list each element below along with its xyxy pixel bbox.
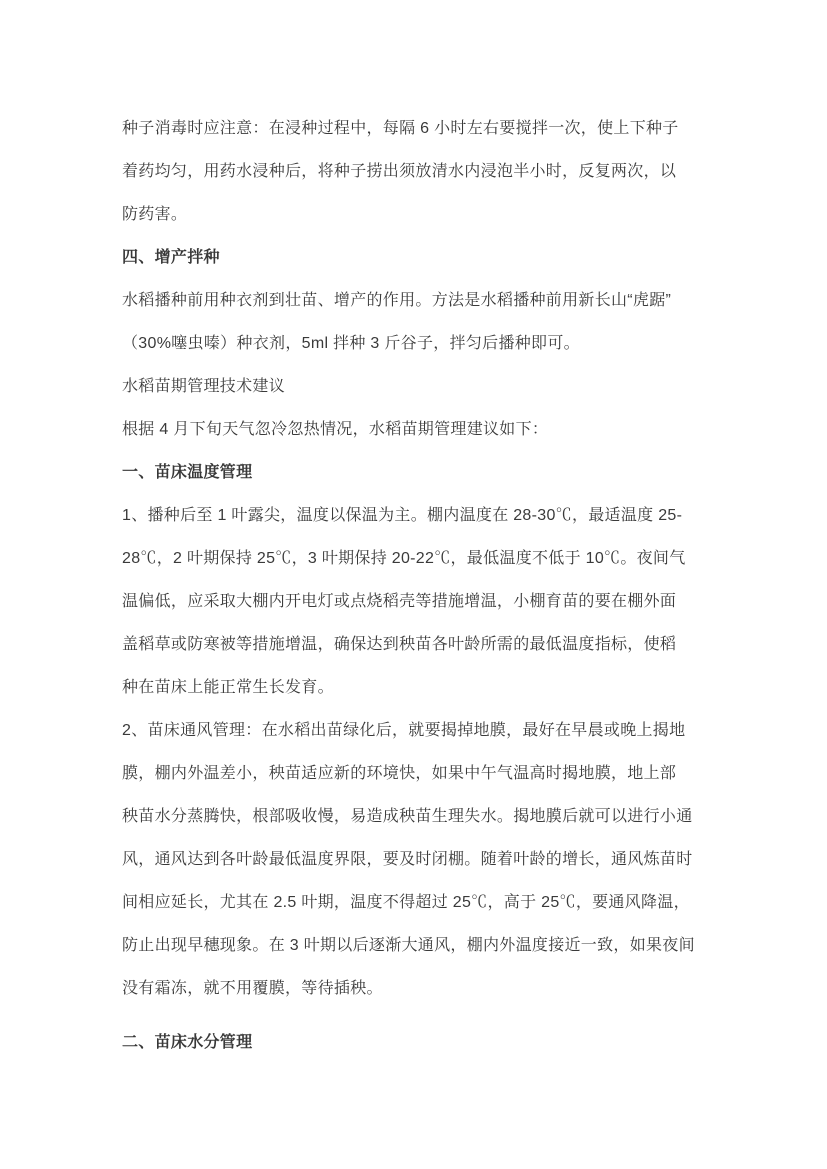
text-line: 着药均匀，用药水浸种后，将种子捞出须放清水内浸泡半小时，反复两次，以 bbox=[122, 163, 677, 180]
text-line: 2、苗床通风管理：在水稻出苗绿化后，就要揭掉地膜，最好在早晨或晚上揭地 bbox=[122, 722, 686, 739]
text-line: 秧苗水分蒸腾快，根部吸收慢，易造成秧苗生理失水。揭地膜后就可以进行小通 bbox=[122, 808, 693, 825]
text-line: 根据 4 月下旬天气忽冷忽热情况，水稻苗期管理建议如下： bbox=[122, 421, 549, 438]
text-line: 水稻播种前用种衣剂到壮苗、增产的作用。方法是水稻播种前用新长山“虎踞” bbox=[122, 292, 672, 309]
text-line: 水稻苗期管理技术建议 bbox=[122, 378, 286, 395]
text-line: 防药害。 bbox=[122, 206, 188, 223]
paragraph-seedling-advice-title bbox=[122, 365, 714, 408]
text-line: 没有霜冻，就不用覆膜，等待插秧。 bbox=[122, 980, 383, 997]
text-line: 28℃，2 叶期保持 25℃，3 叶期保持 20-22℃，最低温度不低于 10℃。夜间气 bbox=[122, 550, 686, 567]
heading-section-2-water bbox=[122, 1021, 714, 1064]
heading-text: 二、苗床水分管理 bbox=[122, 1034, 253, 1051]
heading-section-1-temperature bbox=[122, 451, 714, 494]
text-line: 种在苗床上能正常生长发育。 bbox=[122, 679, 334, 696]
heading-section-4-seed-coating bbox=[122, 236, 714, 279]
text-line: 膜，棚内外温差小，秧苗适应新的环境快，如果中午气温高时揭地膜，地上部 bbox=[122, 765, 677, 782]
paragraph-ventilation-management bbox=[122, 709, 714, 1010]
text-line: 间相应延长，尤其在 2.5 叶期，温度不得超过 25℃，高于 25℃，要通风降温， bbox=[122, 894, 690, 911]
paragraph-weather-intro bbox=[122, 408, 714, 451]
text-line: 1、播种后至 1 叶露尖，温度以保温为主。棚内温度在 28-30℃，最适温度 25- bbox=[122, 507, 683, 524]
heading-text: 四、增产拌种 bbox=[122, 249, 220, 266]
paragraph-temperature-management bbox=[122, 494, 714, 709]
text-line: （30%噻虫嗪）种衣剂，5ml 拌种 3 斤谷子，拌匀后播种即可。 bbox=[122, 335, 580, 352]
text-line: 盖稻草或防寒被等措施增温，确保达到秧苗各叶龄所需的最低温度指标，使稻 bbox=[122, 636, 677, 653]
text-line: 风，通风达到各叶龄最低温度界限，要及时闭棚。随着叶龄的增长，通风炼苗时 bbox=[122, 851, 693, 868]
text-line: 防止出现早穗现象。在 3 叶期以后逐渐大通风，棚内外温度接近一致，如果夜间 bbox=[122, 937, 695, 954]
paragraph-seed-coating-method bbox=[122, 279, 714, 365]
text-line: 种子消毒时应注意：在浸种过程中，每隔 6 小时左右要搅拌一次，使上下种子 bbox=[122, 120, 679, 137]
heading-text: 一、苗床温度管理 bbox=[122, 464, 253, 481]
document-body bbox=[122, 107, 714, 1064]
text-line: 温偏低，应采取大棚内开电灯或点烧稻壳等措施增温，小棚育苗的要在棚外面 bbox=[122, 593, 677, 610]
paragraph-seed-disinfection bbox=[122, 107, 714, 236]
